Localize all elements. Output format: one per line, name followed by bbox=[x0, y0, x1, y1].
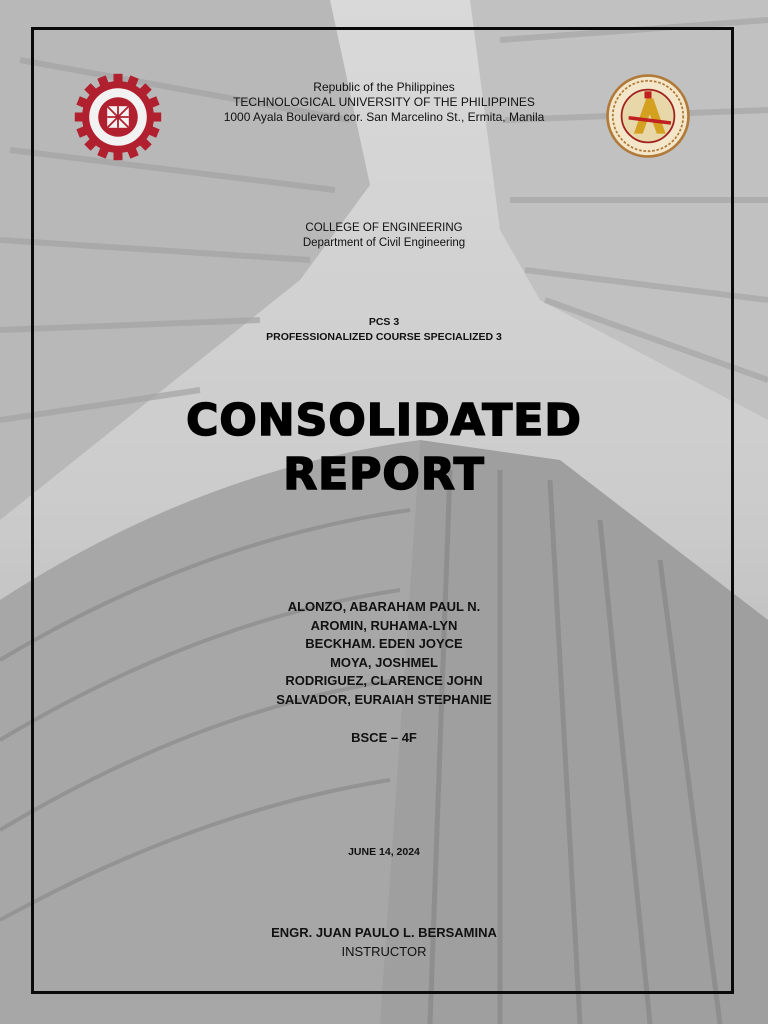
instructor-role: INSTRUCTOR bbox=[341, 944, 427, 959]
college-block bbox=[0, 221, 768, 251]
member-name: ALONZO, ABARAHAM PAUL N. bbox=[287, 599, 481, 614]
member-name: SALVADOR, EURAIAH STEPHANIE bbox=[276, 691, 492, 707]
header-republic-line: Republic of the Philippines bbox=[313, 80, 455, 94]
header-university-line: TECHNOLOGICAL UNIVERSITY OF THE PHILIPPINES bbox=[233, 95, 535, 109]
member-name: RODRIGUEZ, CLARENCE JOHN bbox=[285, 673, 483, 688]
header-address-line: 1000 Ayala Boulevard cor. San Marcelino St., Ermita, Manila bbox=[223, 110, 545, 124]
report-title bbox=[0, 394, 768, 502]
report-title-line2: REPORT bbox=[283, 449, 485, 500]
instructor-block bbox=[0, 923, 768, 961]
instructor-name: ENGR. JUAN PAULO L. BERSAMINA bbox=[271, 925, 497, 940]
member-name: AROMIN, RUHAMA-LYN bbox=[310, 617, 458, 633]
report-title-line1: CONSOLIDATED bbox=[186, 395, 582, 446]
course-title: PROFESSIONALIZED COURSE SPECIALIZED 3 bbox=[266, 331, 502, 343]
department-name: Department of Civil Engineering bbox=[302, 237, 466, 249]
member-list bbox=[0, 598, 768, 709]
course-block bbox=[0, 315, 768, 345]
member-name: MOYA, JOSHMEL bbox=[330, 654, 438, 670]
member-name: BECKHAM. EDEN JOYCE bbox=[305, 636, 463, 651]
college-name: COLLEGE OF ENGINEERING bbox=[305, 222, 463, 234]
report-date: JUNE 14, 2024 bbox=[348, 846, 420, 858]
course-code: PCS 3 bbox=[368, 316, 400, 328]
institution-header bbox=[0, 80, 768, 125]
section-label: BSCE – 4F bbox=[351, 730, 417, 745]
